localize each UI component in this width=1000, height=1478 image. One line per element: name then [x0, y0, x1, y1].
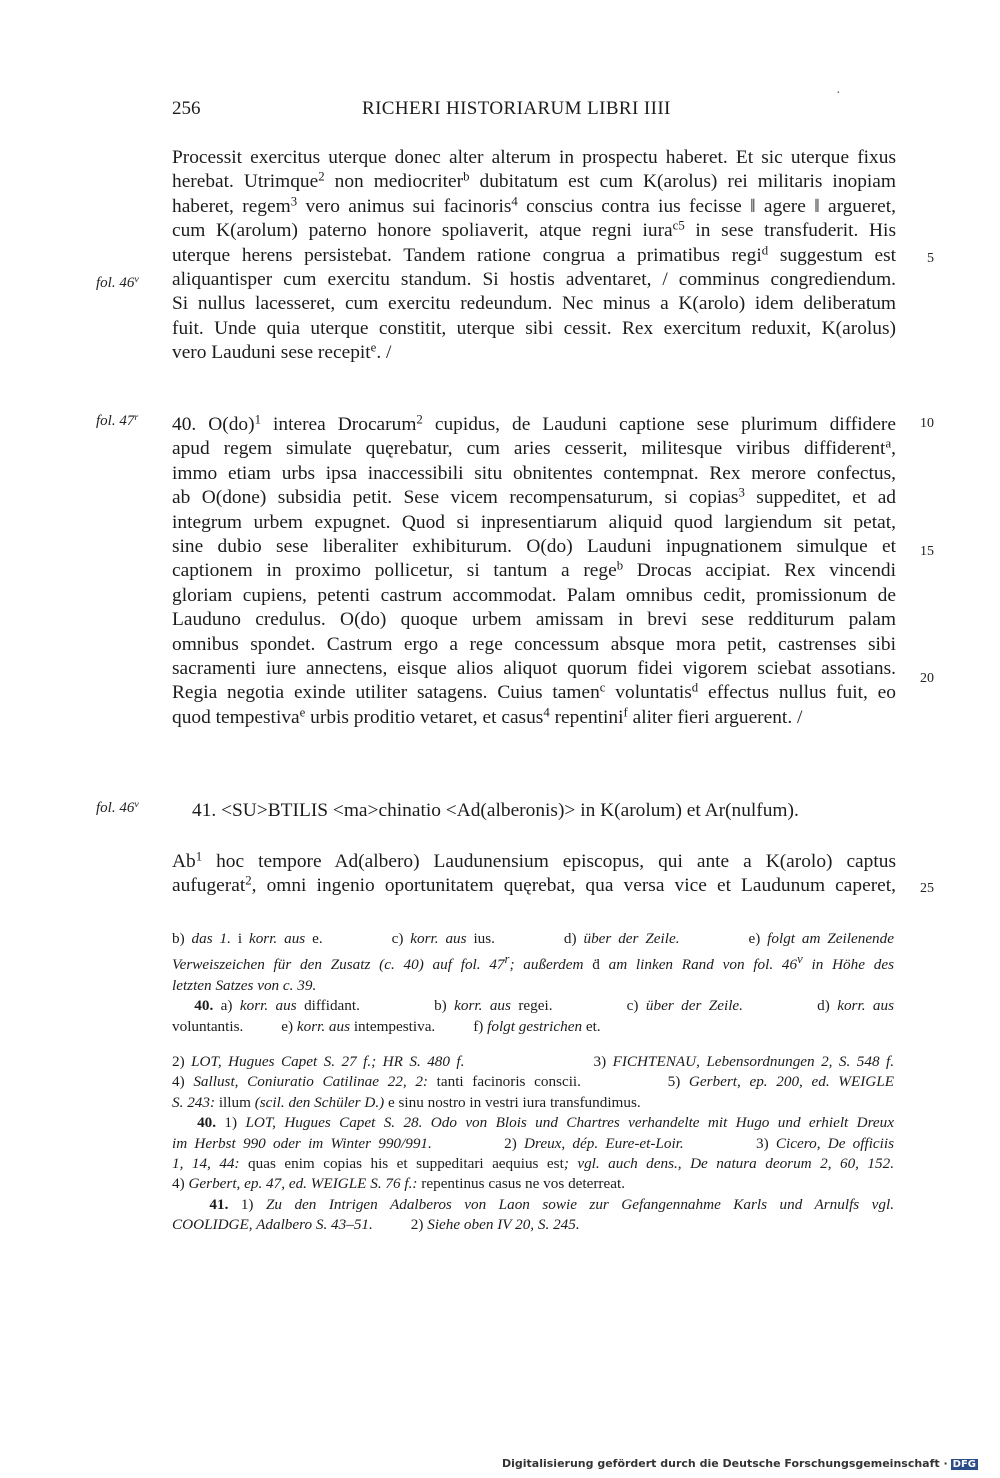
text-line: 40. O(do)$^1$ interea Drocarum$^2$ cupidus, de Lauduni captione sese plurimum diffidere	[172, 412, 896, 435]
text-line: integrum urbem expugnet. Quod si inpresentiarum aliquid quod largiendum sit petat,	[172, 511, 896, 533]
chapter-41	[172, 850, 896, 899]
note-line: 2) LOT, Hugues Capet S. 27 f.; HR S. 480 f. 3) FICHTENAU, Lebensordnungen 2, S. 548 f.	[172, 1053, 895, 1070]
note-line: COOLIDGE, Adalbero S. 43–51. 2) Siehe oben IV 20, S. 245.	[172, 1216, 580, 1234]
text-line: vero Lauduni sese recepit$^e$. /	[172, 340, 392, 364]
line-number: 25	[920, 881, 934, 896]
text-line: apud regem simulate quęrebatur, cum aries cesserit, militesque viribus diffiderent$^a$,	[172, 437, 896, 460]
chapter-40	[172, 413, 896, 730]
running-title: RICHERI HISTORIARUM LIBRI IIII	[362, 98, 671, 119]
text-line: aufugerat$^2$, omni ingenio oportunitatem quęrebat, qua versa vice et Laudunum caperet,	[172, 874, 896, 897]
text-line: haberet, regem$^3$ vero animus sui facinoris$^4$ conscius contra ius fecisse ‖ agere ‖ argueret,	[172, 194, 897, 217]
note-line: 4) Gerbert, ep. 47, ed. WEIGLE S. 76 f.: repentinus casus ne vos deterreat.	[172, 1175, 625, 1193]
margin-folio-47r: fol. 47$^r$	[96, 412, 139, 429]
note-line: 4) Sallust, Coniuratio Catilinae 22, 2: tanti facinoris conscii. 5) Gerbert, ep. 200, ed. WEIGLE	[172, 1073, 894, 1091]
note-line: 40. 1) LOT, Hugues Capet S. 28. Odo von Blois und Chartres verhandelte mit Hugo und erhielt Dreux	[197, 1114, 895, 1132]
text-line: gloriam cupiens, petenti castrum accommodat. Palam omnibus cedit, promissionum de	[172, 584, 896, 606]
line-number: 5	[927, 251, 934, 266]
text-line: omnibus spondet. Castrum ergo a rege concessum absque mora petit, castrenses sibi	[172, 633, 896, 655]
text-line: quod tempestiva$^e$ urbis proditio vetaret, et casus$^4$ repentini$^f$ aliter fieri arguerent. /	[172, 705, 803, 728]
source-apparatus	[172, 1052, 894, 1236]
chapter-41-heading: 41. <SU>BTILIS <ma>chinatio <Ad(alberonis)> in K(arolum) et Ar(nulfum).	[192, 800, 799, 821]
text-line: Regia negotia exinde utiliter satagens. Cuius tamen$^c$ voluntatis$^d$ effectus nullus fuit, eo	[172, 681, 896, 704]
text-line: sacramenti iure annectens, eisque alios aliquot quorum fidei vigorem sciebat assotians.	[172, 658, 896, 680]
dfg-funding-notice	[502, 1457, 978, 1470]
note-line: im Herbst 990 oder im Winter 990/991. 2) Dreux, dép. Eure-et-Loir. 3) Cicero, De officiis	[172, 1134, 895, 1152]
note-line: letzten Satzes von c. 39.	[172, 976, 317, 994]
margin-folio-46v: fol. 46$^v$	[96, 799, 139, 816]
text-line: aliquantisper cum exercitu standum. Si hostis adventaret, / comminus congrediendum.	[172, 269, 896, 291]
text-line: Processit exercitus uterque donec alter alterum in prospectu haberet. Et sic uterque fixus	[172, 147, 896, 168]
text-line: sine dubio sese liberaliter exhibiturum. O(do) Lauduni inpugnationem simulque et	[172, 536, 896, 558]
line-number: 10	[920, 416, 934, 431]
dfg-logo: DFG	[952, 1459, 976, 1470]
text-line: Lauduno credulus. O(do) quoque urbem amissam in brevi sese redditurum palam	[172, 609, 896, 631]
note-line: 41. 1) Zu den Intrigen Adalberos von Laon sowie zur Gefangennahme Karls und Arnulfs vgl.	[209, 1195, 895, 1213]
note-line: b) das 1. i korr. aus e. c) korr. aus ius. d) über der Zeile. e) folgt am Zeilenende	[172, 930, 894, 947]
chapter-39-ending	[172, 146, 896, 366]
dfg-notice-text: Digitalisierung gefördert durch die Deutsche Forschungsgemeinschaft ·	[501, 1457, 948, 1470]
text-line: herebat. Utrimque$^2$ non mediocriter$^b$ dubitatum est cum K(arolus) rei militaris inopiam	[172, 170, 896, 193]
text-line: uterque herens persistebat. Tandem ratione congrua a primatibus regi$^d$ suggestum est	[172, 243, 897, 266]
margin-folio-46v: fol. 46$^v$	[96, 274, 139, 291]
note-line: 40. a) korr. aus diffidant. b) korr. aus regei. c) über der Zeile. d) korr. aus	[194, 997, 895, 1015]
page-number: 256	[172, 98, 201, 119]
textual-apparatus	[172, 929, 894, 1037]
note-line: S. 243: illum (scil. den Schüler D.) e sinu nostro in vestri iura transfundimus.	[172, 1093, 641, 1111]
text-line: Si nullus lacesseret, cum exercitu redeundum. Nec minus a K(arolo) idem deliberatum	[172, 293, 896, 315]
line-number: 15	[920, 544, 934, 559]
text-line: captionem in proximo pollicetur, si tantum a rege$^b$ Drocas accipiat. Rex vincendi	[172, 559, 896, 582]
text-line: immo etiam urbs ipsa inaccessibili situ obnitentes contempnat. Rex merore confectus,	[172, 462, 896, 484]
note-line: 1, 14, 44: quas enim copias his et suppeditari aequius est; vgl. auch dens., De natura deorum 2, 60, 152.	[172, 1155, 895, 1173]
note-line: Verweiszeichen für den Zusatz (c. 40) auf fol. 47$^r$; außerdem ḋ am linken Rand von fol. 46$^v$ in Höhe des	[172, 952, 894, 974]
text-line: cum K(arolum) paterno honore spoliaverit, atque regni iura$^{c5}$ in sese transfuderit. His	[172, 218, 896, 242]
note-line: voluntantis. e) korr. aus intempestiva. f) folgt gestrichen et.	[172, 1017, 601, 1035]
line-number: 20	[920, 671, 934, 686]
scan-speck: ·	[836, 86, 841, 101]
text-line: Ab$^1$ hoc tempore Ad(albero) Laudunensium episcopus, qui ante a K(arolo) captus	[172, 849, 896, 872]
text-line: fuit. Unde quia uterque constitit, uterque sibi cessit. Rex exercitum reduxit, K(arolus)	[172, 317, 896, 339]
text-line: ab O(done) subsidia petit. Sese vicem recompensaturum, si copias$^3$ suppeditet, et ad	[172, 485, 896, 509]
